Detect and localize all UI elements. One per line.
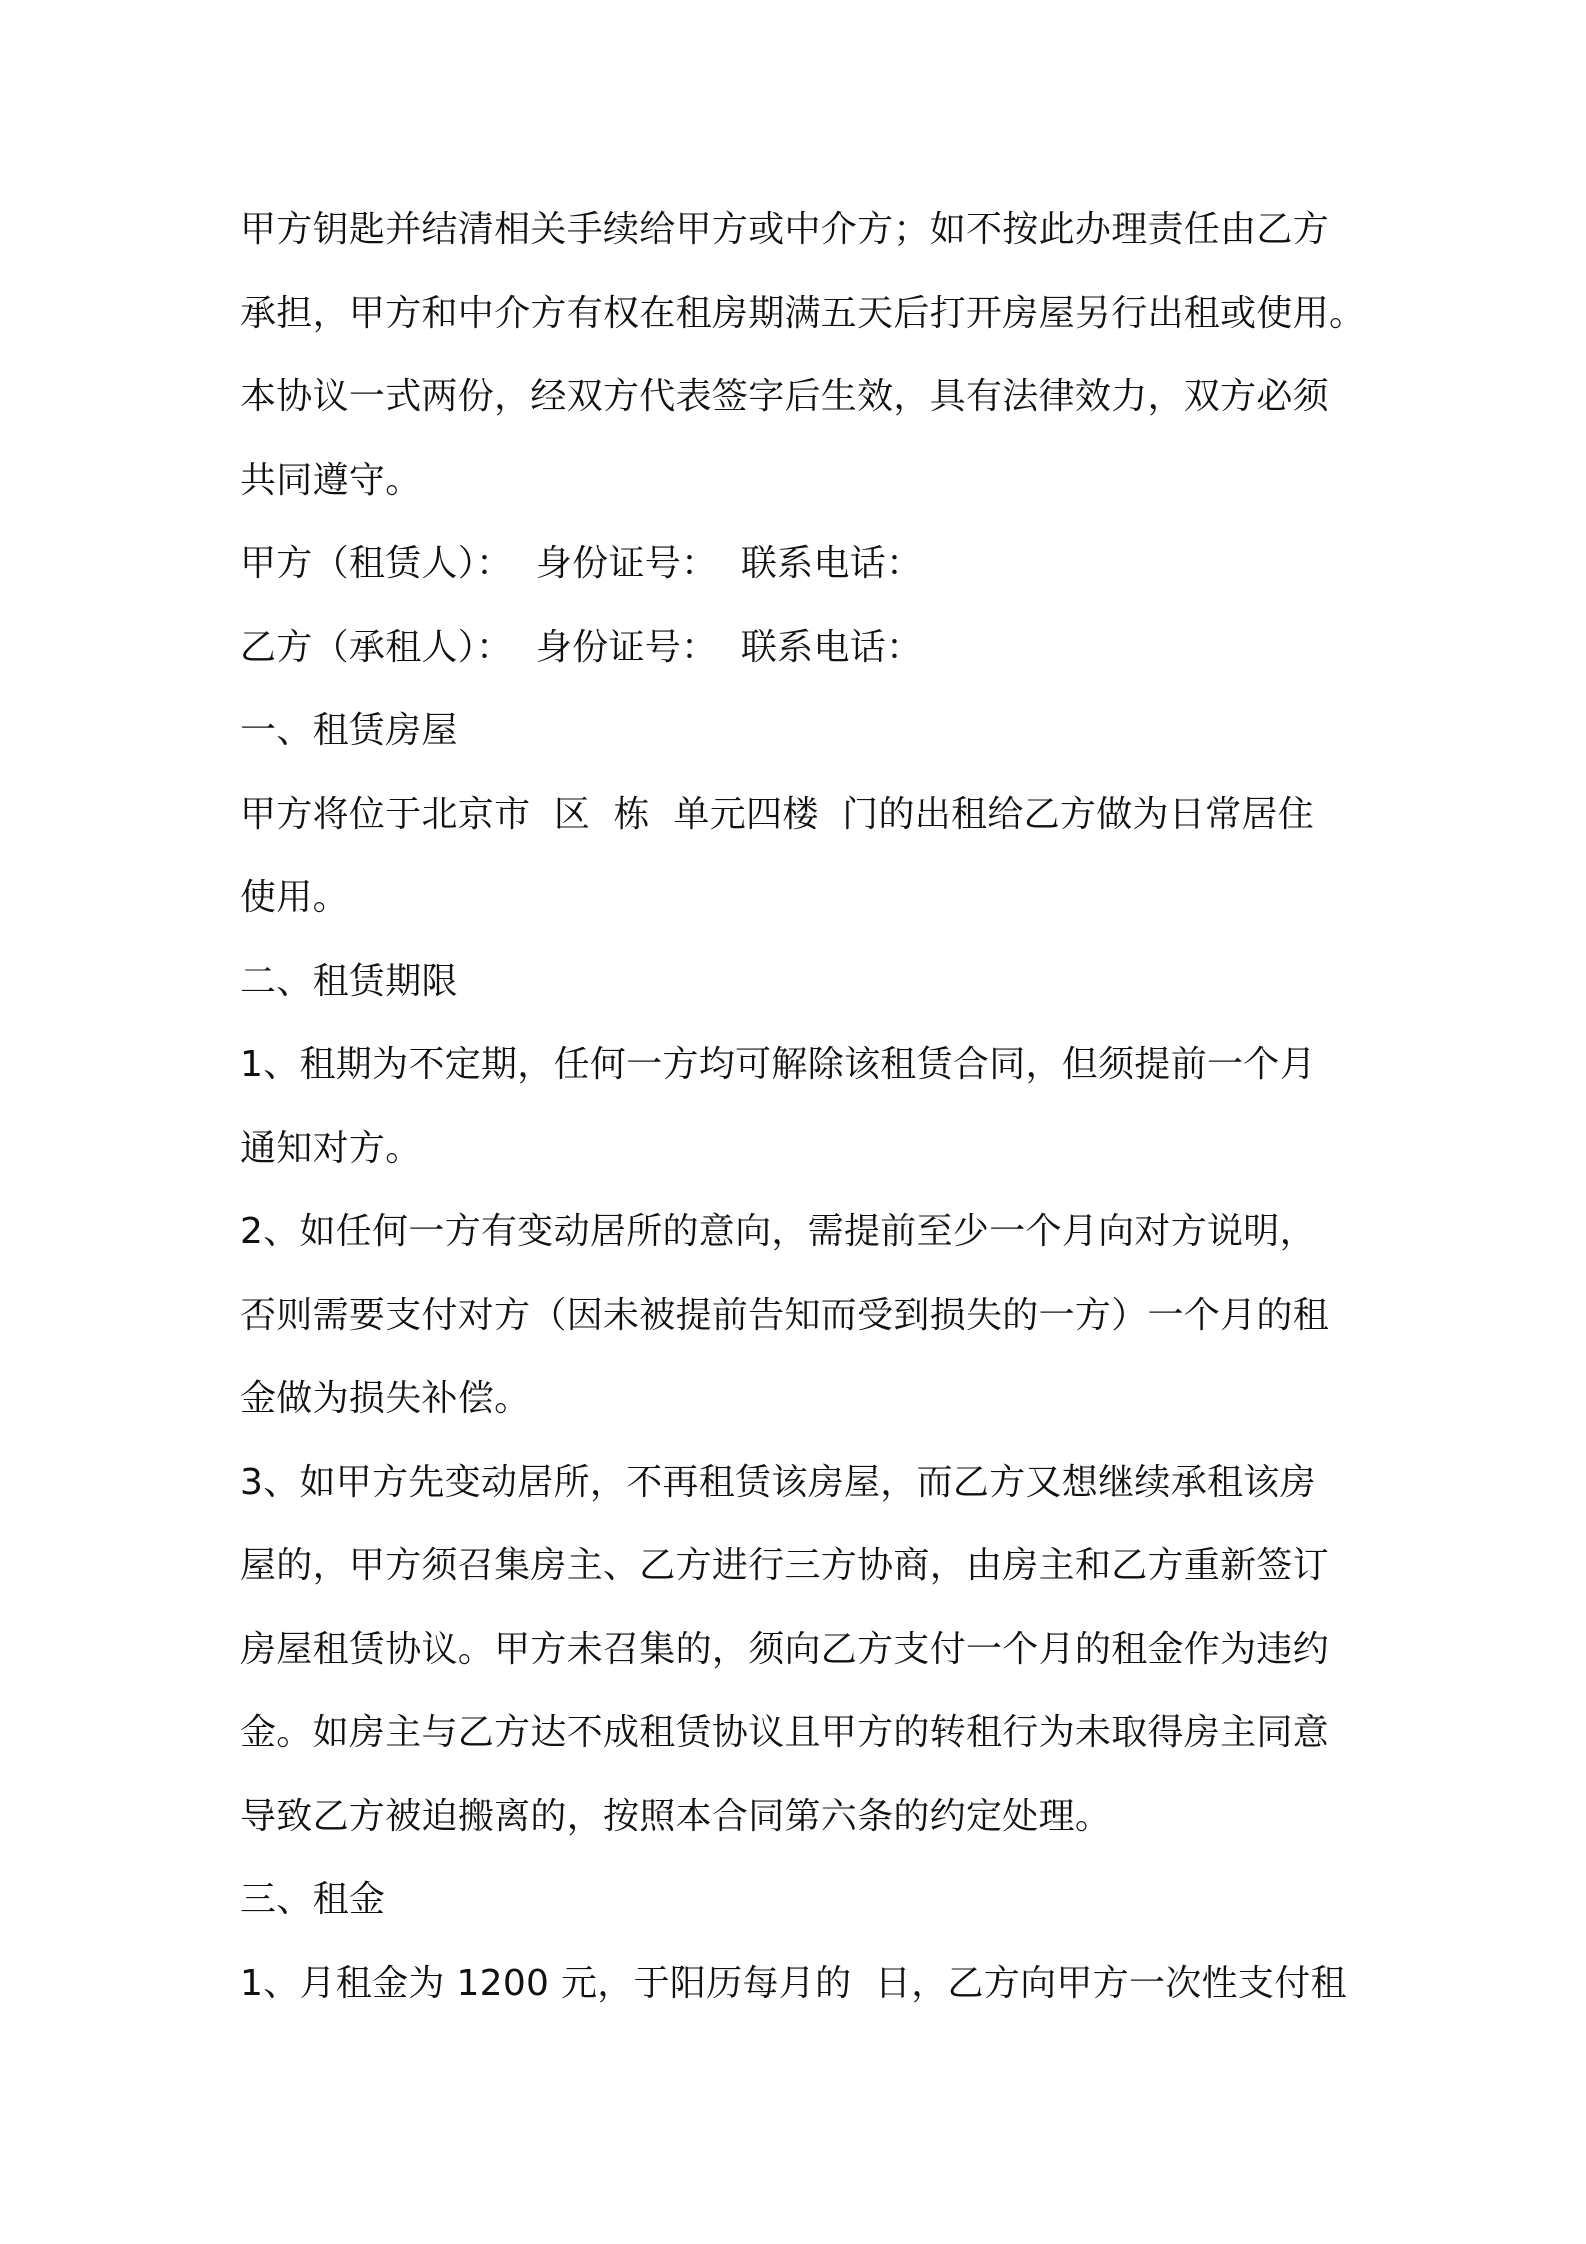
paragraph-line: 3、如甲方先变动居所，不再租赁该房屋，而乙方又想继续承租该房 <box>240 1461 1316 1503</box>
paragraph-line: 1、租期为不定期，任何一方均可解除该租赁合同，但须提前一个月 <box>240 1044 1316 1085</box>
paragraph-line: 导致乙方被迫搬离的，按照本合同第六条的约定处理。 <box>240 1795 1112 1837</box>
paragraph-line: 承担，甲方和中介方有权在租房期满五天后打开房屋另行出租或使用。 <box>240 292 1366 334</box>
section-heading: 三、租金 <box>240 1879 386 1920</box>
paragraph-line: 屋的，甲方须召集房主、乙方进行三方协商，由房主和乙方重新签订 <box>240 1545 1330 1586</box>
section-heading: 二、租赁期限 <box>240 960 458 1002</box>
paragraph-line: 金。如房主与乙方达不成租赁协议且甲方的转租行为未取得房主同意 <box>240 1712 1330 1753</box>
paragraph-line: 通知对方。 <box>240 1127 422 1169</box>
paragraph-line: 房屋租赁协议。甲方未召集的，须向乙方支付一个月的租金作为违约 <box>240 1628 1330 1670</box>
paragraph-line: 2、如任何一方有变动居所的意向，需提前至少一个月向对方说明， <box>240 1211 1316 1252</box>
section-heading: 一、租赁房屋 <box>240 710 458 751</box>
document-body <box>240 188 1380 2025</box>
party-b-line: 乙方（承租人）： 身份证号： 联系电话： <box>240 626 923 668</box>
paragraph-line: 本协议一式两份，经双方代表签字后生效，具有法律效力，双方必须 <box>240 376 1330 417</box>
paragraph-line: 使用。 <box>240 877 349 918</box>
paragraph-line: 甲方将位于北京市 区 栋 单元四楼 门的出租给乙方做为日常居住 <box>240 793 1315 835</box>
paragraph-line: 否则需要支付对方（因未被提前告知而受到损失的一方）一个月的租 <box>240 1294 1330 1336</box>
paragraph-line: 共同遵守。 <box>240 459 422 501</box>
paragraph-line: 甲方钥匙并结清相关手续给甲方或中介方；如不按此办理责任由乙方 <box>240 209 1330 250</box>
party-a-line: 甲方（租赁人）： 身份证号： 联系电话： <box>240 543 923 584</box>
paragraph-line: 金做为损失补偿。 <box>240 1378 531 1419</box>
paragraph-line: 1、月租金为 1200 元，于阳历每月的 日，乙方向甲方一次性支付租 <box>240 1962 1347 2004</box>
